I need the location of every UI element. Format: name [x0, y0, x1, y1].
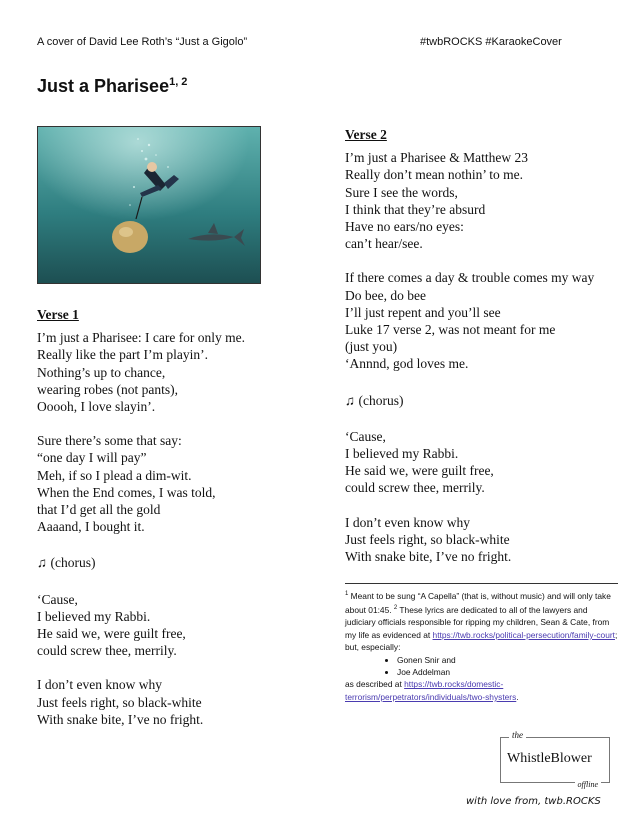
lyric-line: I believed my Rabbi.	[37, 608, 151, 624]
lyric-line: He said we, were guilt free,	[37, 626, 186, 642]
lyric-line: With snake bite, I’ve no fright.	[345, 549, 512, 565]
underwater-illustration	[37, 126, 261, 284]
lyric-line: When the End comes, I was told,	[37, 484, 216, 500]
lyric-line: With snake bite, I’ve no fright.	[37, 711, 204, 727]
lyric-line: I believed my Rabbi.	[345, 446, 459, 462]
footnotes	[345, 583, 618, 703]
verse-1-heading: Verse 1	[37, 307, 79, 322]
lyric-line: could screw thee, merrily.	[37, 643, 177, 659]
lyric-line: Nothing’s up to chance,	[37, 364, 166, 380]
footnote-1-number: 1	[345, 591, 349, 597]
lyric-line: Ooooh, I love slayin’.	[37, 399, 156, 415]
footnote-end-period: .	[516, 691, 519, 702]
lyric-line: I’m just a Pharisee: I care for only me.	[37, 330, 246, 346]
lyric-line: I’ll just repent and you’ll see	[345, 304, 501, 320]
list-item: • Joe Addelman	[397, 666, 618, 678]
footnote-2-number: 2	[393, 605, 398, 612]
logo-main: WhistleBlower	[507, 751, 592, 766]
lyric-line: Do bee, do bee	[345, 287, 426, 303]
lyric-line: I don’t even know why	[37, 677, 162, 693]
lyric-line: I don’t even know why	[345, 514, 470, 530]
lyric-line: ‘Cause,	[345, 428, 386, 444]
title-text: Just a Pharisee	[37, 76, 170, 96]
list-item: • Gonen Snir and	[397, 654, 618, 666]
header-hashtags: #twbROCKS #KaraokeCover	[420, 36, 562, 48]
chorus-marker: ♫ (chorus)	[37, 555, 96, 571]
footnote-2-text: These lyrics are dedicated to all of the lawyers and judiciary officials responsible for ripping my children, Sean & Cate, from my life as evidenced at	[345, 605, 610, 640]
lyric-line: Sure there’s some that say:	[37, 433, 182, 449]
title-footnote-refs: 1, 2	[169, 76, 188, 88]
footnote-1-text: Meant to be sung “A Capella” (that is, without music) and will only take about 01:45.	[345, 590, 611, 615]
lyric-line: can’t hear/see.	[345, 236, 423, 252]
lyric-line: Have no ears/no eyes:	[345, 219, 464, 235]
rope-and-stone	[112, 221, 148, 253]
lyric-line: wearing robes (not pants),	[37, 381, 178, 397]
verse-2-heading: Verse 2	[345, 127, 387, 142]
verse-2-column	[345, 126, 630, 565]
lyric-line: I think that they’re absurd	[345, 201, 486, 217]
chorus-marker: ♫ (chorus)	[345, 392, 404, 408]
lyric-line: Just feels right, so black-white	[37, 694, 202, 710]
lyric-line: that I’d get all the gold	[37, 502, 161, 518]
lyric-line: “one day I will pay”	[37, 450, 147, 466]
lyric-line: could screw thee, merrily.	[345, 480, 485, 496]
lyric-line: Really don’t mean nothin’ to me.	[345, 167, 523, 183]
family-court-link[interactable]: https://twb.rocks/political-persecution/family-court	[432, 629, 615, 640]
page-title	[37, 76, 187, 97]
signoff: with love from, twb.ROCKS	[466, 796, 601, 807]
lyric-line: ‘Annnd, god loves me.	[345, 356, 469, 372]
lyric-line: Just feels right, so black-white	[345, 531, 510, 547]
whistleblower-logo	[500, 730, 610, 789]
lyric-line: ‘Cause,	[37, 591, 78, 607]
lyric-line: Luke 17 verse 2, was not meant for me	[345, 322, 556, 338]
lyric-line: (just you)	[345, 339, 398, 355]
lyric-line: I’m just a Pharisee & Matthew 23	[345, 150, 528, 166]
lyric-line: Meh, if so I plead a dim-wit.	[37, 467, 192, 483]
lyric-line: Really like the part I’m playin’.	[37, 347, 208, 363]
lyric-line: He said we, were guilt free,	[345, 463, 494, 479]
verse-1-column	[37, 306, 327, 728]
lyric-line: Aaaand, I bought it.	[37, 519, 145, 535]
footnote-2-described: as described at	[345, 679, 405, 690]
footnote-2-text-cont: ; but, especially:	[345, 629, 618, 653]
two-shysters-link[interactable]: https://twb.rocks/domestic-terrorism/perpetrators/individuals/two-shysters	[345, 679, 517, 702]
lyric-line: If there comes a day & trouble comes my way	[345, 270, 595, 286]
names-list	[345, 654, 618, 679]
header-left: A cover of David Lee Roth’s “Just a Gigolo”	[37, 36, 248, 48]
logo-offline: offline	[575, 780, 601, 789]
lyric-line: Sure I see the words,	[345, 184, 458, 200]
logo-the: the	[509, 730, 526, 740]
